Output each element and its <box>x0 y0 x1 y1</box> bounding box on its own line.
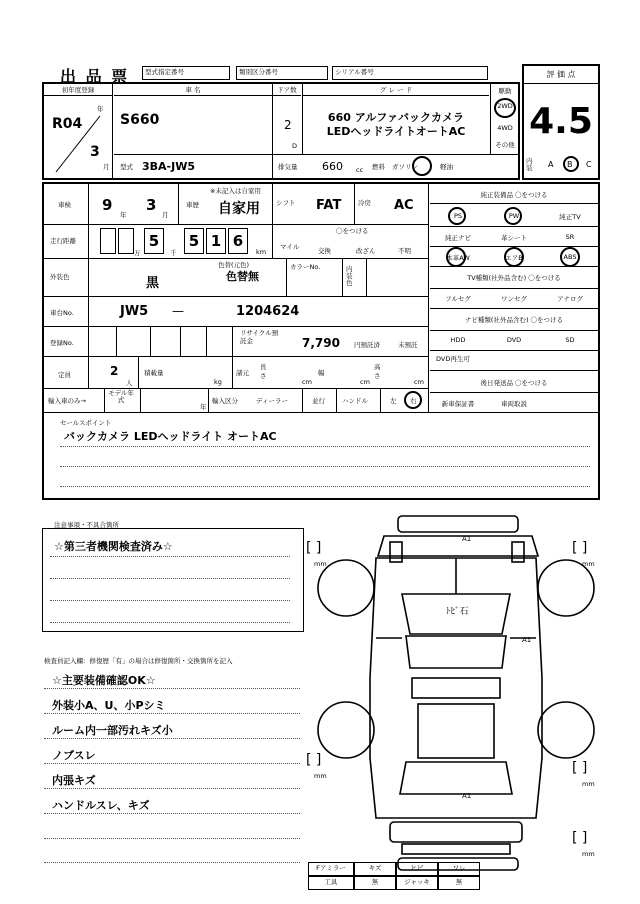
aftermarket-title: 後日発送品 〇をつける <box>480 378 548 387</box>
serial-label: シリアル番号 <box>332 66 488 80</box>
class-label: 類別区分番号 <box>236 66 328 80</box>
bracket-tail: [ ] <box>572 830 588 846</box>
abs-circle <box>560 247 580 267</box>
left-label: 左 <box>390 397 397 405</box>
displacement-label: 排気量 <box>278 163 298 171</box>
rating-value: 4.5 <box>529 100 593 142</box>
capacity-value: 2 <box>110 364 119 378</box>
shift-value: FAT <box>316 198 342 213</box>
inspection-label: 車検 <box>58 201 71 209</box>
recycle-paid: 円預託済 <box>354 341 380 349</box>
model-value: 3BA-JW5 <box>142 160 195 173</box>
mileage-digit-2: 1 <box>206 228 226 254</box>
drive-2wd: 2WD <box>497 102 513 110</box>
first-reg-month: 3 <box>90 144 100 160</box>
name-label: 車 名 <box>114 84 272 96</box>
mileage-digit-3: 6 <box>228 228 248 254</box>
vehicle-name: S660 <box>120 112 160 128</box>
airbag-circle <box>504 247 524 267</box>
color-change-label: 色替(元色) <box>218 261 250 269</box>
history-label: 車歴 <box>186 201 199 209</box>
mileage-label: 走行距離 <box>50 237 76 245</box>
drive-other: その他 <box>495 141 515 149</box>
doors-value: 2 <box>284 118 292 132</box>
rear-mark: A1 <box>462 792 472 800</box>
chassis-number: 1204624 <box>236 304 300 319</box>
history-note: ※未記入は自家用 <box>210 187 261 195</box>
sales-text: バックカメラ LEDヘッドライト オートAC <box>64 430 277 443</box>
capacity-label: 定員 <box>58 371 71 379</box>
first-reg-slash <box>44 96 112 178</box>
meter-unknown: 不明 <box>398 247 411 255</box>
interior-color-label: 内装色 <box>346 265 353 288</box>
fuel-value: ガソリン <box>392 163 418 171</box>
interior-c: C <box>586 160 592 169</box>
color-no-label: カラーNo. <box>290 263 321 271</box>
recycle-unpaid: 未預託 <box>398 341 418 349</box>
fuel-label: 燃料 <box>372 163 385 171</box>
ac-label: 冷房 <box>358 199 371 207</box>
mileage-digit-1: 5 <box>184 228 204 254</box>
diesel-label: 軽油 <box>440 163 453 171</box>
grade-value: 660 アルファバックカメラ LEDヘッドライトオートAC <box>326 110 466 138</box>
drive-4wd: 4WD <box>497 124 513 132</box>
color-value: 黒 <box>146 276 160 291</box>
front-mark: A1 <box>462 535 472 543</box>
doors-label: ドア数 <box>273 84 301 96</box>
history-value: 自家用 <box>218 201 260 217</box>
inspector-label: 検査員記入欄：修復歴「有」の場合は修復箇所・交換箇所を記入 <box>44 657 233 665</box>
windshield-mark: ﾄﾋﾞ石 <box>446 607 469 617</box>
form-title: 出 品 票 <box>60 67 130 86</box>
type-cert-label: 型式指定番号 <box>142 66 230 80</box>
height-label: 高さ <box>374 363 381 380</box>
interior-label: 内装 <box>526 157 533 172</box>
dims-label: 諸元 <box>236 369 249 377</box>
car-diagram <box>306 508 606 888</box>
load-label: 積載量 <box>144 369 164 377</box>
recycle-label: リサイクル預託金 <box>240 329 279 345</box>
displacement-value: 660 <box>322 160 343 173</box>
bracket-rl: [ ] <box>306 752 322 768</box>
meter-altered: 改ざん <box>356 247 376 255</box>
recycle-value: 7,790 <box>302 336 340 350</box>
shift-label: シフト <box>276 199 296 207</box>
model-label: 型式 <box>120 163 133 171</box>
dealer-label: ディーラー <box>256 397 288 405</box>
pw-circle <box>504 207 522 225</box>
interior-a: A <box>548 160 554 169</box>
aw-circle <box>446 247 466 267</box>
sales-label: セールスポイント <box>60 419 112 427</box>
meter-label: マイル <box>280 243 300 251</box>
bracket-rr: [ ] <box>572 760 588 776</box>
color-change-value: 色替無 <box>226 270 259 283</box>
mileage-10k: 5 <box>144 228 164 254</box>
import-class-label: 輸入区分 <box>212 397 238 405</box>
caution-label: 注意事項・不具合箇所 <box>54 521 119 529</box>
right-label: 右 <box>410 397 417 405</box>
tv-title: TV種類(社外品含む) 〇をつける <box>467 273 561 282</box>
ps-circle <box>448 207 466 225</box>
reg-no-label: 登録No. <box>50 339 74 347</box>
ac-value: AC <box>394 198 414 213</box>
length-label: 長さ <box>260 363 267 380</box>
inspection-month: 3 <box>146 196 157 214</box>
genuine-title: 純正装備品 〇をつける <box>430 186 598 204</box>
first-reg-label: 初年度登録 <box>44 84 112 96</box>
bracket-fl: [ ] <box>306 540 322 556</box>
chassis-prefix: JW5 <box>120 304 149 319</box>
parallel-label: 並行 <box>312 397 325 405</box>
model-year-label: モデル年式 <box>108 389 134 405</box>
drive-label: 駆動 <box>498 87 512 95</box>
meter-replaced: 交換 <box>318 247 331 255</box>
fuel-circle <box>412 156 432 176</box>
width-label: 幅 <box>318 369 325 377</box>
meter-hint: 〇をつける <box>336 227 369 235</box>
first-reg-year: R04 <box>52 116 83 132</box>
caution-text: ☆第三者機関検査済み☆ <box>54 540 173 553</box>
side-mark: A1 <box>522 636 532 644</box>
import-label: 輸入車のみ→ <box>48 397 86 405</box>
inspection-year: 9 <box>102 196 113 214</box>
nav-title: ナビ種類(社外品含む) 〇をつける <box>464 315 564 324</box>
handle-label: ハンドル <box>342 397 368 405</box>
grade-label: グ レ ー ド <box>303 84 489 96</box>
color-label: 外装色 <box>50 273 70 281</box>
chassis-label: 車台No. <box>50 309 74 317</box>
rating-label: 評 価 点 <box>524 66 598 84</box>
interior-b: B <box>567 160 573 169</box>
bracket-fr: [ ] <box>572 540 588 556</box>
